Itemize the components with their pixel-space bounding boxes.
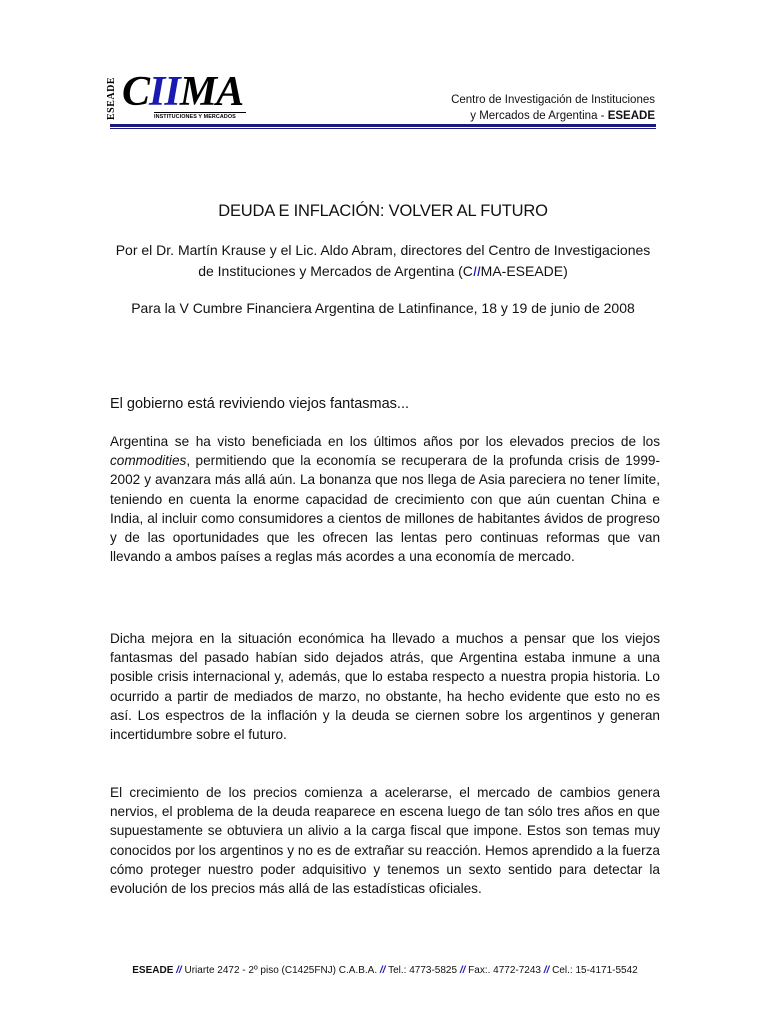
paragraph-3: El crecimiento de los precios comienza a acelerarse, el mercado de cambios genera nervios, el problema de la deuda reaparece en escena luego de tan sólo tres años en que supuestamente se obtuviera un alivio a la carga fiscal que impone. Estos son temas muy conocidos por los argentinos y no es de extrañar su reacción. Hemos aprendido a la fuerza cómo proteger nuestro poder adquisitivo y tenemos un sexto sentido para detectar la evolución de los precios más allá de las estadísticas oficiales. xyxy=(110,785,660,897)
logo-tagline: INSTITUCIONES Y MERCADOS xyxy=(154,112,246,120)
logo-letters-ma: MA xyxy=(179,69,244,115)
paragraph-1-end: , permitiendo que la economía se recuperara de la profunda crisis de 1999-2002 y avanzara más allá aún. La bonanza que nos llega de Asia pareciera no tener límite, teniendo en cuenta la enorme capacidad de crecimiento con que aún cuentan China e India, al incluir como consumidores a cientos de millones de habitantes ávidos de progreso y de las oportunidades que les ofrecen las lentas pero continuas reformas que van llevando a ambos países a reglas más acordes a una economía de mercado. xyxy=(110,453,660,565)
institution-header xyxy=(451,92,655,124)
header-line-2-bold: ESEADE xyxy=(607,110,655,122)
ciima-logo xyxy=(106,69,248,122)
footer-separator: // xyxy=(379,965,386,976)
footer-address: Uriarte 2472 - 2º piso (C1425FNJ) C.A.B.A. xyxy=(184,965,378,976)
footer-separator: // xyxy=(543,965,550,976)
byline-prefix: Por el Dr. Martín Krause y el Lic. Aldo Abram, directores del Centro de Investigaciones de Instituciones y Mercados de Argentina (C xyxy=(115,242,651,279)
logo-letter-c: C xyxy=(122,69,150,115)
footer-fax: Fax:. 4772-7243 xyxy=(468,965,541,976)
document-title: DEUDA E INFLACIÓN: VOLVER AL FUTURO xyxy=(218,202,548,220)
footer-separator: // xyxy=(459,965,466,976)
header-rule-thick xyxy=(110,124,656,127)
paragraph-2: Dicha mejora en la situación económica ha llevado a muchos a pensar que los viejos fantasmas del pasado habían sido dejados atrás, que Argentina estaba inmune a una posible crisis internacional y, además, que lo estaba respecto a nuestra propia historia. Lo ocurrido a partir de mediados de marzo, no obstante, ha hecho evidente que esto no es así. Los espectros de la inflación y la deuda se ciernen sobre los argentinos y generan incertidumbre sobre el futuro. xyxy=(110,631,660,743)
paragraph-1-start: Argentina se ha visto beneficiada en los últimos años por los elevados precios de los xyxy=(110,434,660,449)
paragraph-1-italic: commodities xyxy=(110,453,187,469)
byline-suffix: MA-ESEADE) xyxy=(480,263,568,279)
logo-eseade-vertical: ESEADE xyxy=(106,76,117,120)
footer-org: ESEADE xyxy=(132,965,174,976)
logo-wordmark xyxy=(122,70,243,114)
header-rule-thin xyxy=(110,128,656,129)
event-line: Para la V Cumbre Financiera Argentina de Latinfinance, 18 y 19 de junio de 2008 xyxy=(131,300,635,316)
header-line-2-prefix: y Mercados de Argentina - xyxy=(470,110,608,122)
header-line-1: Centro de Investigación de Instituciones xyxy=(451,94,655,106)
footer-cel: Cel.: 15-4171-5542 xyxy=(552,965,638,976)
byline xyxy=(110,240,656,282)
footer-separator: // xyxy=(176,965,182,976)
logo-letters-ii: II xyxy=(149,69,180,115)
byline-highlight: II xyxy=(472,263,481,279)
paragraph-1 xyxy=(110,432,660,566)
header-line-2 xyxy=(451,108,655,124)
footer-tel: Tel.: 4773-5825 xyxy=(388,965,458,976)
section-lead: El gobierno está reviviendo viejos fantasmas... xyxy=(110,396,410,412)
page-footer xyxy=(110,965,660,976)
